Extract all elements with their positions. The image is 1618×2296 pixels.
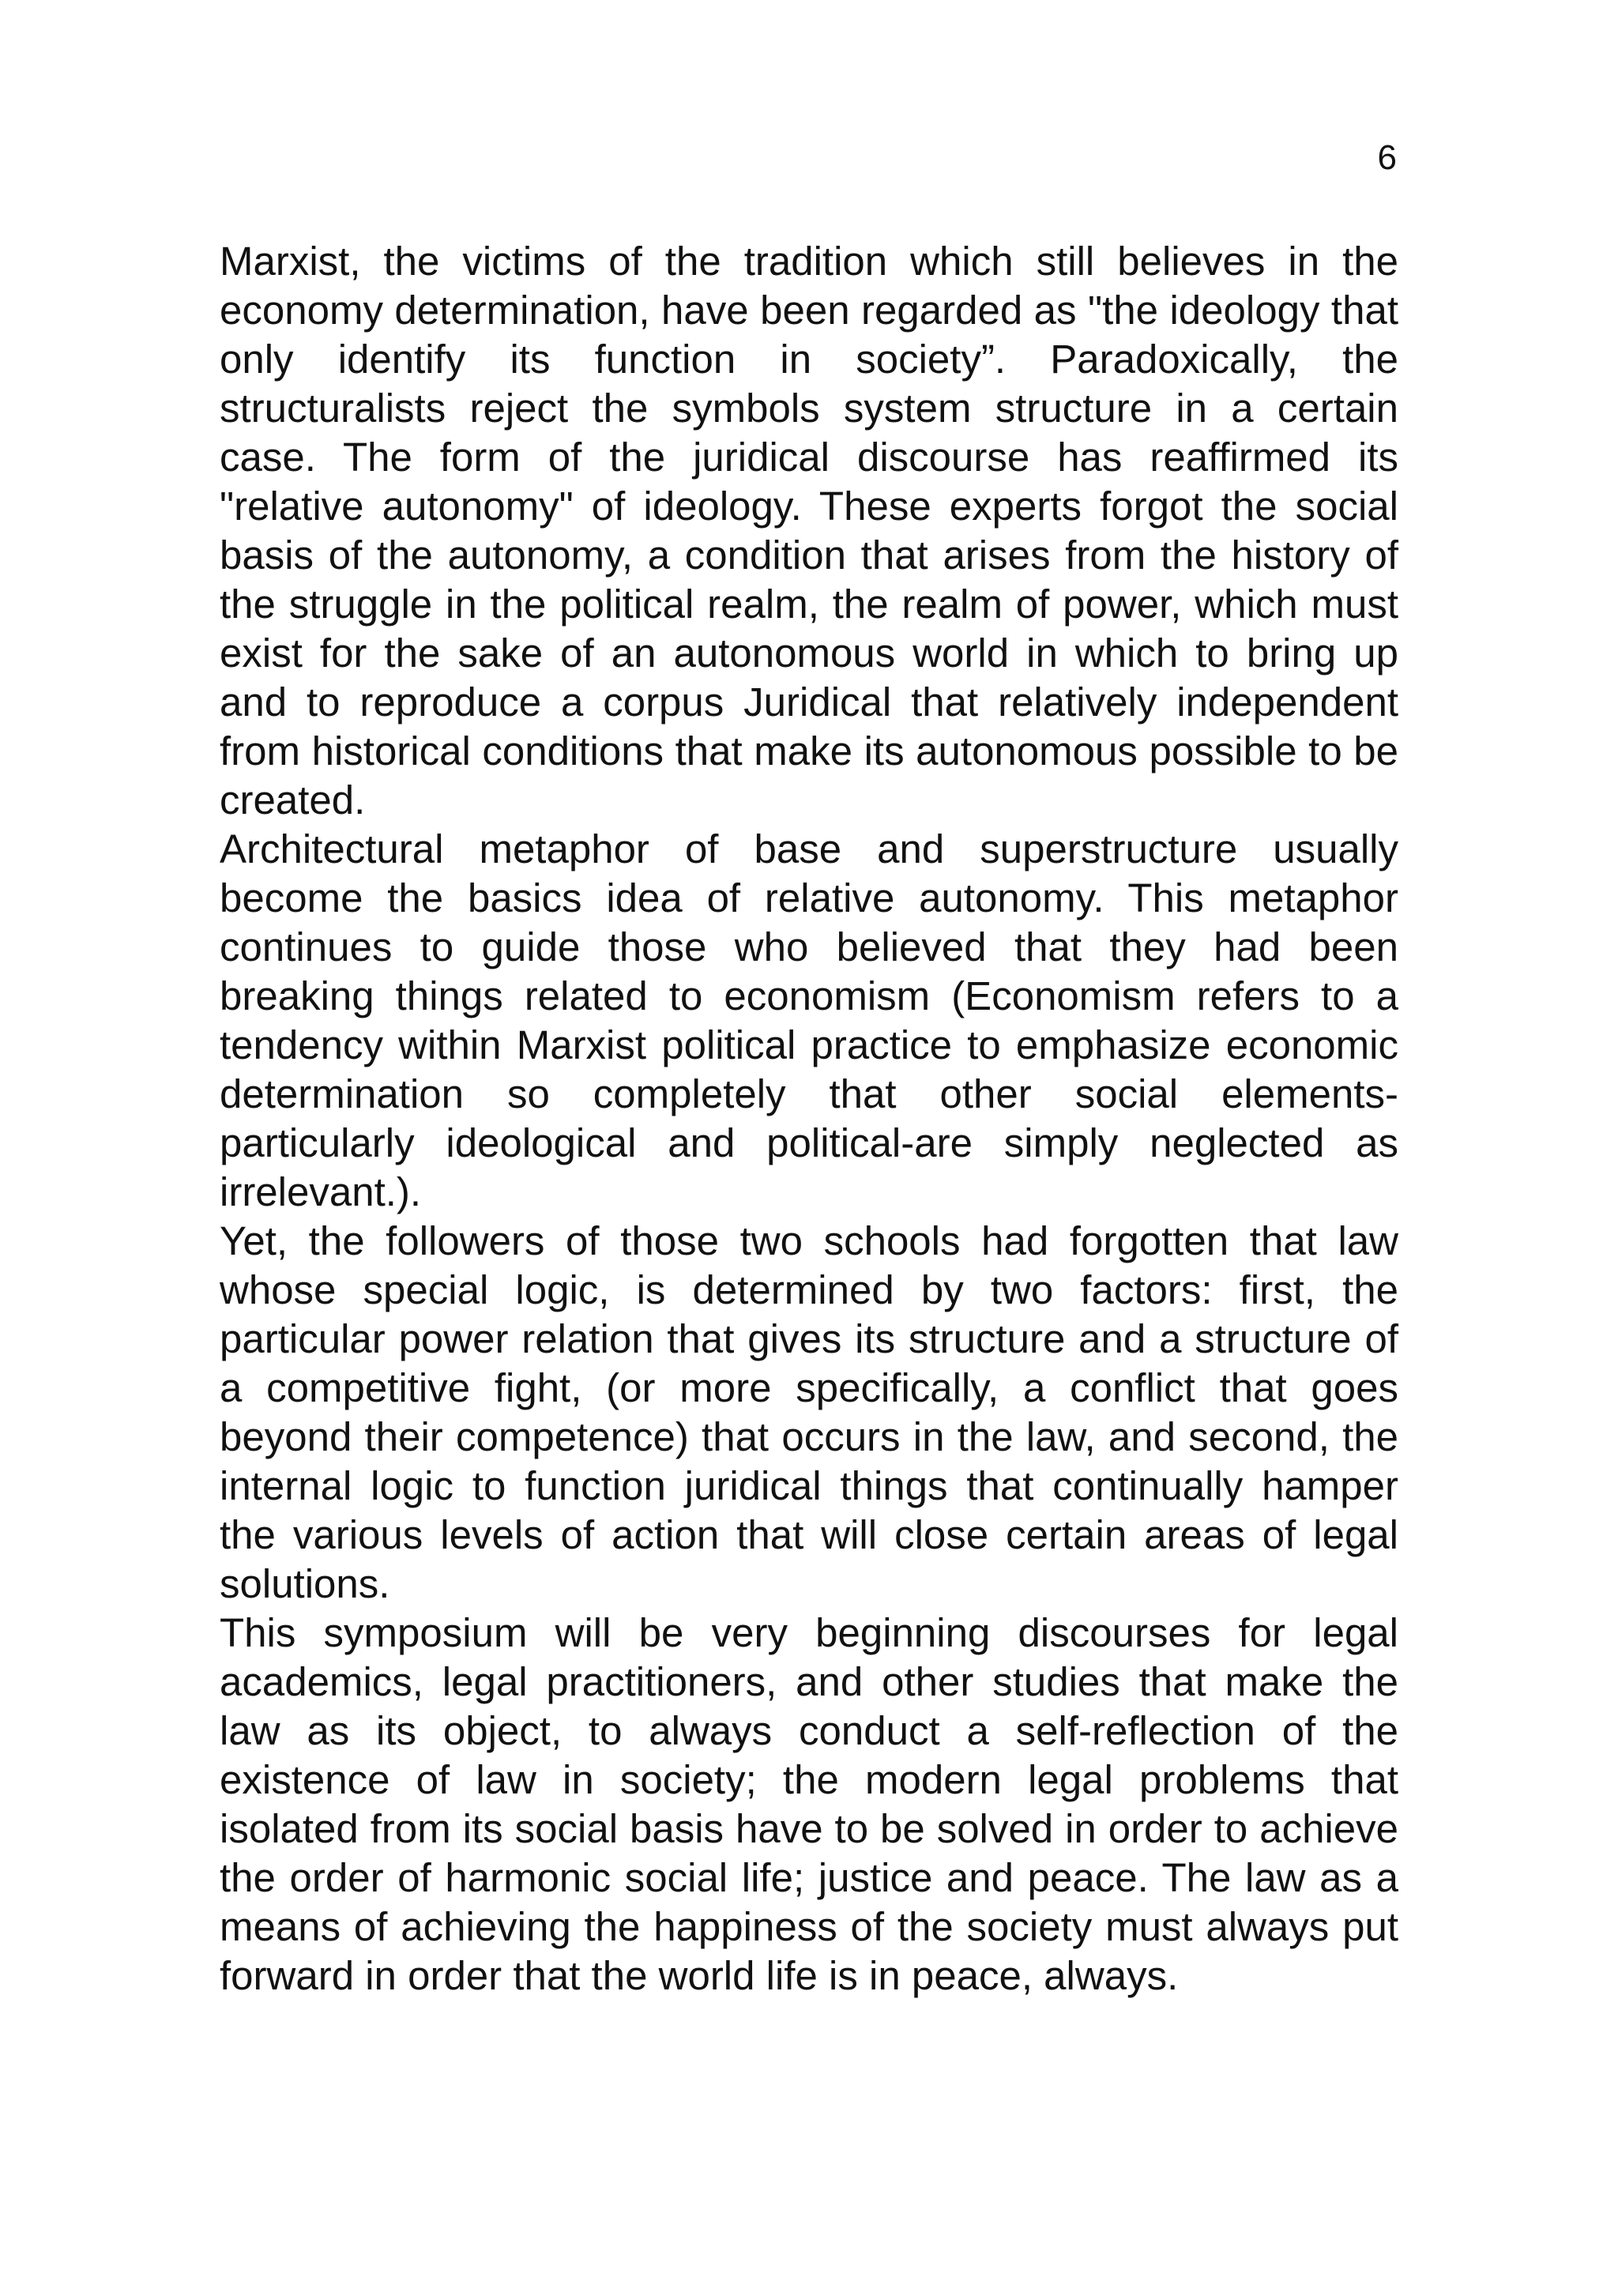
paragraph-1: Marxist, the victims of the tradition which still believes in the economy determination, have been regarded as "the ideology that only identify its function in society”. Paradoxically, the structuralists reject the symbols system structure in a certain case. The form of the juridical discourse has reaffirmed its "relative autonomy" of ideology. These experts forgot the social basis of the autonomy, a condition that arises from the history of the struggle in the political realm, the realm of power, which must exist for the sake of an autonomous world in which to bring up and to reproduce a corpus Juridical that relatively independent from historical conditions that make its autonomous possible to be created. xyxy=(220,239,1398,822)
page-number: 6 xyxy=(1377,138,1397,177)
paragraph-2: Architectural metaphor of base and superstructure usually become the basics idea of relative autonomy. This metaphor continues to guide those who believed that they had been breaking things related to economism (Economism refers to a tendency within Marxist political practice to emphasize economic determination so completely that other social elements-particularly ideological and political-are simply neglected as irrelevant.). xyxy=(220,826,1398,1214)
body-text xyxy=(220,237,1398,2001)
paragraph-3: Yet, the followers of those two schools had forgotten that law whose special logic, is determined by two factors: first, the particular power relation that gives its structure and a structure of a competitive fight, (or more specifically, a conflict that goes beyond their competence) that occurs in the law, and second, the internal logic to function juridical things that continually hamper the various levels of action that will close certain areas of legal solutions. xyxy=(220,1218,1398,1606)
paragraph-4: This symposium will be very beginning discourses for legal academics, legal practitioners, and other studies that make the law as its object, to always conduct a self-reflection of the existence of law in society; the modern legal problems that isolated from its social basis have to be solved in order to achieve the order of harmonic social life; justice and peace. The law as a means of achieving the happiness of the society must always put forward in order that the world life is in peace, always. xyxy=(220,1610,1398,1998)
